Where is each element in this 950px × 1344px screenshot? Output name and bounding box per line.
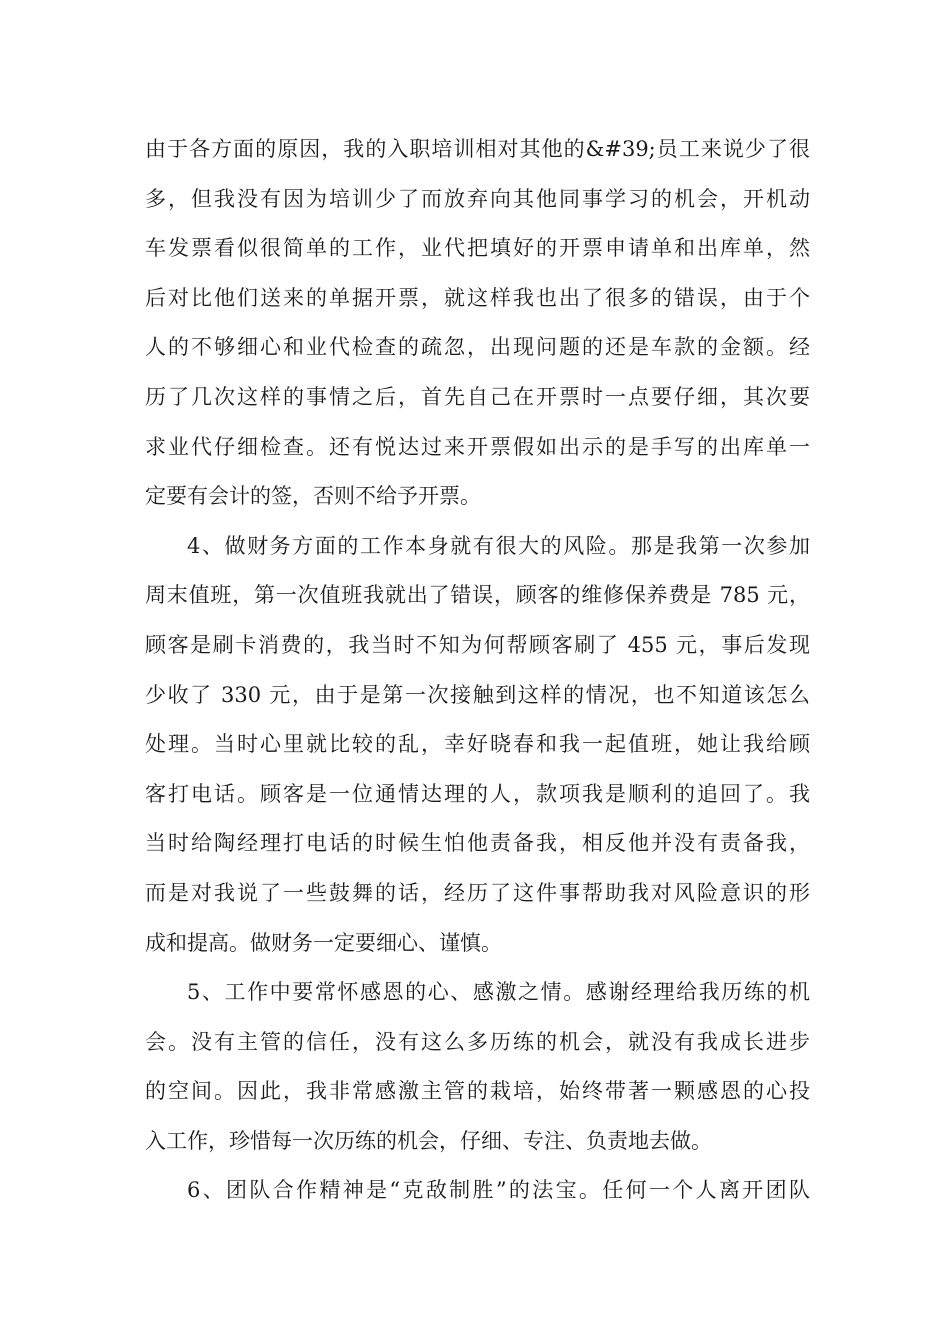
paragraph-first-line: 4、做财务方面的工作本身就有很大的风险。那是我第一次参加 xyxy=(187,533,810,558)
text-line: 处理。当时心里就比较的乱，幸好晓春和我一起值班，她让我给顾 xyxy=(145,732,810,757)
text-line: 而是对我说了一些鼓舞的话，经历了这件事帮助我对风险意识的形 xyxy=(145,880,810,905)
paragraph-first-line: 6、团队合作精神是“克敌制胜”的法宝。任何一个人离开团队 xyxy=(187,1178,810,1203)
text-line: 历了几次这样的事情之后，首先自己在开票时一点要仔细，其次要 xyxy=(145,384,810,409)
text-line: 当时给陶经理打电话的时候生怕他责备我，相反他并没有责备我， xyxy=(145,831,810,856)
text-line: 后对比他们送来的单据开票，就这样我也出了很多的错误，由于个 xyxy=(145,285,810,310)
text-line: 顾客是刷卡消费的，我当时不知为何帮顾客刷了 455 元，事后发现 xyxy=(145,632,810,657)
text-line: 成和提高。做财务一定要细心、谨慎。 xyxy=(145,930,502,955)
text-line: 求业代仔细检查。还有悦达过来开票假如出示的是手写的出库单一 xyxy=(145,434,810,459)
text-line: 入工作，珍惜每一次历练的机会，仔细、专注、负责地去做。 xyxy=(145,1128,712,1153)
document-body xyxy=(145,125,810,1216)
text-line: 少收了 330 元，由于是第一次接触到这样的情况，也不知道该怎么 xyxy=(145,682,810,707)
text-line: 人的不够细心和业代检查的疏忽，出现问题的还是车款的金额。经 xyxy=(145,335,810,360)
text-line: 由于各方面的原因，我的入职培训相对其他的&#39;员工来说少了很 xyxy=(145,137,810,161)
paragraph-first-line: 5、工作中要常怀感恩的心、感激之情。感谢经理给我历练的机 xyxy=(187,980,810,1005)
text-line: 周末值班，第一次值班我就出了错误，顾客的维修保养费是 785 元， xyxy=(145,583,810,608)
text-line: 会。没有主管的信任，没有这么多历练的机会，就没有我成长进步 xyxy=(145,1029,810,1054)
text-line: 车发票看似很简单的工作，业代把填好的开票申请单和出库单，然 xyxy=(145,236,810,261)
text-line: 客打电话。顾客是一位通情达理的人，款项我是顺利的追回了。我 xyxy=(145,781,810,806)
text-line: 定要有会计的签，否则不给予开票。 xyxy=(145,484,481,509)
text-line: 多，但我没有因为培训少了而放弃向其他同事学习的机会，开机动 xyxy=(145,186,810,211)
text-line: 的空间。因此，我非常感激主管的栽培，始终带著一颗感恩的心投 xyxy=(145,1079,810,1104)
